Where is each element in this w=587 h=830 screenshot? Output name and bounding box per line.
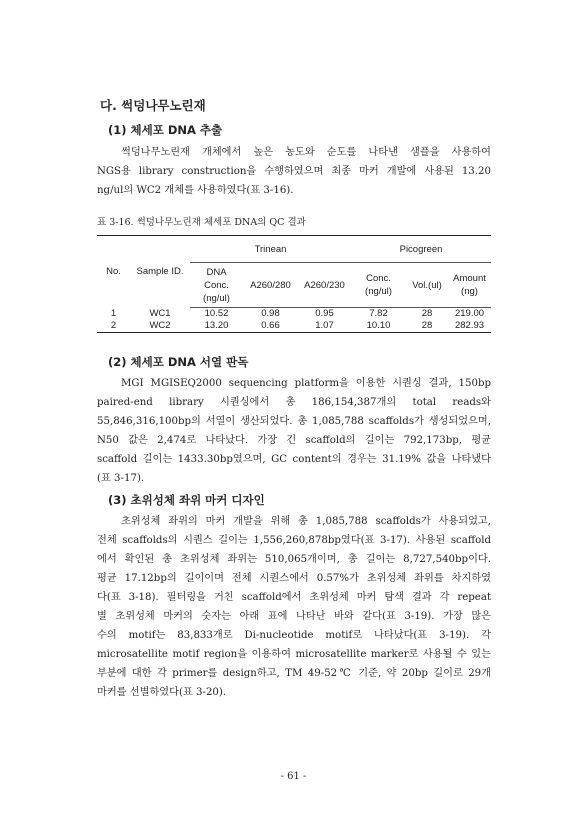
header-text: (ng/ul) xyxy=(365,286,392,297)
section-title: 다. 썩덩나무노린재 xyxy=(100,98,206,113)
paragraph-line: 다(표 3-18). 필터링을 거친 scaffold에서 초위성체 마커 탐색 결과 각 repeat xyxy=(97,592,491,603)
subsection-heading-marker-design: (3) 초위성체 좌위 마커 디자인 xyxy=(108,493,265,507)
table-cell: 219.00 xyxy=(454,308,485,319)
header-text: Conc. xyxy=(204,279,229,291)
paragraph-line: microsatellite motif region을 이용하여 microsatellite marker로 사용될 수 있는 xyxy=(97,649,491,660)
paragraph-line: 별 초위성체 마커의 숫자는 아래 표에 나타난 바와 같다(표 3-19). 가장 많은 xyxy=(97,611,491,622)
column-header-dna-conc xyxy=(190,263,243,308)
column-header-conc xyxy=(351,263,406,308)
paragraph-line: N50 값은 2,474로 나타났다. 가장 긴 scaffold의 길이는 792,173bp, 평균 xyxy=(97,435,491,446)
table-cell: WC1 xyxy=(149,307,171,319)
column-header-no: No. xyxy=(97,236,130,308)
paragraph-line: (표 3-17). xyxy=(97,473,145,484)
table-cell: 0.95 xyxy=(315,308,334,319)
table-cell: 2 xyxy=(97,320,130,333)
table-cell: 28 xyxy=(406,320,448,333)
paragraph-line: 수의 motif는 83,833개로 Di-nucleotide motif로 나타났다(표 3-19). 각 xyxy=(97,630,491,641)
subsection-heading-dna-extraction: (1) 체세포 DNA 추출 xyxy=(108,123,223,137)
table-cell: 7.82 xyxy=(369,308,388,319)
header-text: Amount xyxy=(453,273,486,284)
table-cell: WC2 xyxy=(130,320,190,333)
table-cell: 10.52 xyxy=(204,308,229,319)
paragraph-line: 평균 17.12bp의 길이이며 전체 시퀀스에서 0.57%가 초위성체 좌위를 차지하였 xyxy=(97,573,491,584)
table-cell: 28 xyxy=(421,308,433,319)
header-text: (ng) xyxy=(461,286,478,297)
table-cell: 1 xyxy=(110,307,117,319)
paragraph-line: 부분에 대한 각 primer를 design하고, TM 49-52℃ 기준, 약 20bp 길이로 29개 xyxy=(97,668,491,679)
paragraph-dna-extraction xyxy=(97,143,491,200)
table-caption: 표 3-16. 썩덩나무노린재 체세포 DNA의 QC 결과 xyxy=(97,217,306,228)
paragraph-marker-design xyxy=(97,512,491,702)
column-header-vol: Vol.(ul) xyxy=(406,263,448,308)
paragraph-line: 초위성체 좌위의 마커 개발을 위해 총 1,085,788 scaffolds가 사용되었고, xyxy=(121,516,491,527)
table-cell: 0.98 xyxy=(261,308,280,319)
table-row xyxy=(97,320,491,333)
page-number: - 61 - xyxy=(280,771,307,782)
paragraph-line: 에서 확인된 총 초위성체 좌위는 510,065개이며, 총 길이는 8,727,540bp이다. xyxy=(97,554,491,565)
table-row xyxy=(97,308,491,321)
paragraph-line: scaffold 길이는 1433.30bp였으며, GC content의 경우는 31.19% 값을 나타냈다 xyxy=(97,454,491,465)
subsection-heading-sequencing: (2) 체세포 DNA 서열 판독 xyxy=(108,355,249,369)
table-cell: 0.66 xyxy=(243,320,298,333)
column-group-trinean: Trinean xyxy=(190,236,351,263)
paragraph-line: 마커를 선별하였다(표 3-20). xyxy=(97,687,227,698)
column-header-a260-280: A260/280 xyxy=(243,263,298,308)
header-text: Conc. xyxy=(366,273,391,284)
table-cell: 13.20 xyxy=(190,320,243,333)
paragraph-sequencing xyxy=(97,374,491,488)
paragraph-line: NGS용 library construction을 수행하였으며 최종 마커 개발에 사용된 13.20 xyxy=(97,166,491,177)
column-group-picogreen: Picogreen xyxy=(351,236,491,263)
paragraph-line: 55,846,316,100bp의 서열이 생산되었다. 총 1,085,788 scaffolds가 생성되었으며, xyxy=(97,416,491,427)
header-text: DNA xyxy=(206,266,227,278)
paragraph-line: 썩덩나무노린재 개체에서 높은 농도와 순도를 나타낸 샘플을 사용하여 xyxy=(121,147,491,158)
paragraph-line: ng/ul의 WC2 개체를 사용하였다(표 3-16). xyxy=(97,185,294,196)
paragraph-line: 전체 scaffolds의 시퀀스 길이는 1,556,260,878bp였다(표 3-17). 사용된 scaffold xyxy=(97,535,491,546)
table-cell: 10.10 xyxy=(351,320,406,333)
column-header-a260-230: A260/230 xyxy=(298,263,351,308)
paragraph-line: paired-end library 시퀀싱에서 총 186,154,387개의 total reads와 xyxy=(97,397,491,408)
table-cell: 1.07 xyxy=(298,320,351,333)
column-header-amount xyxy=(448,263,491,308)
table-cell: 282.93 xyxy=(448,320,491,333)
header-text: (ng/ul) xyxy=(203,292,230,304)
paragraph-line: MGI MGISEQ2000 sequencing platform을 이용한 시퀀싱 결과, 150bp xyxy=(121,378,491,389)
dna-qc-table xyxy=(97,235,491,333)
column-header-sample-id: Sample ID. xyxy=(130,236,190,308)
